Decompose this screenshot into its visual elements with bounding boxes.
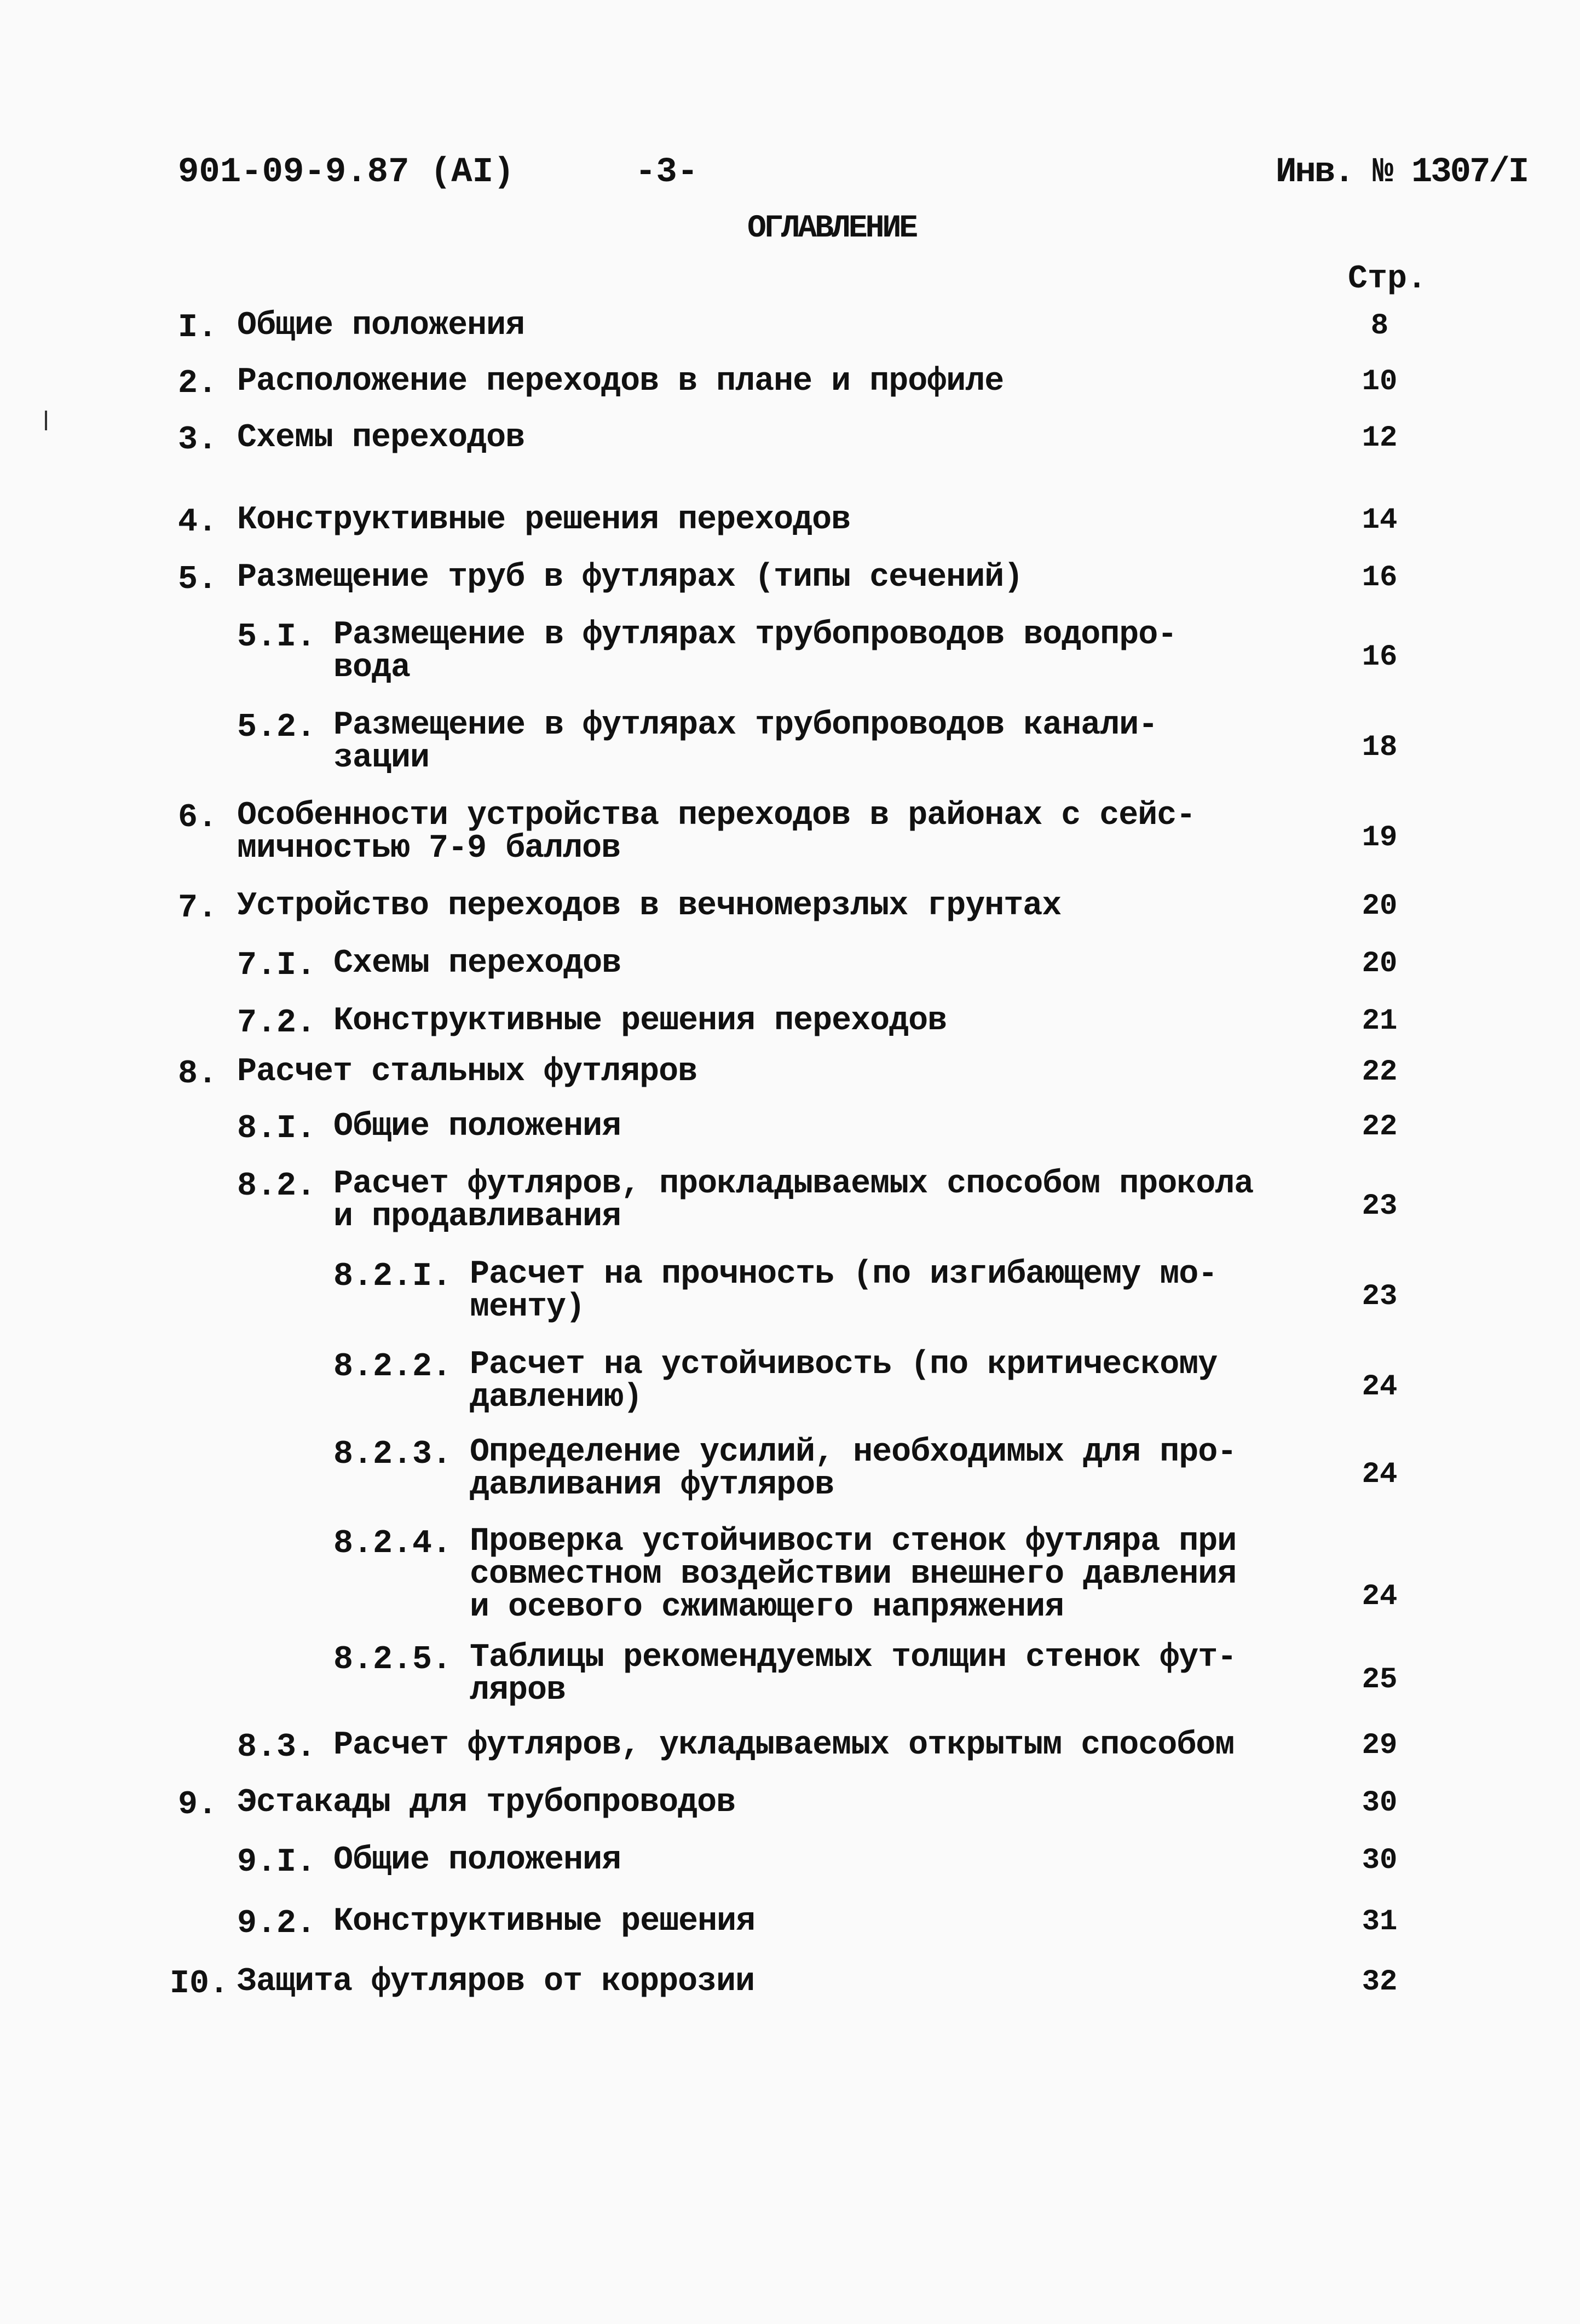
toc-entry-title: Размещение в футлярах трубопроводов водопро- вода <box>333 616 1177 687</box>
toc-entry-title: Схемы переходов <box>237 419 525 457</box>
scan-mark <box>45 411 47 430</box>
toc-entry-number: 6. <box>178 799 218 837</box>
toc-entry-page: 24 <box>1362 1458 1398 1491</box>
toc-entry-page: 22 <box>1362 1110 1398 1144</box>
toc-entry-number: 8. <box>178 1056 218 1093</box>
toc-entry-page: 30 <box>1362 1786 1398 1820</box>
toc-entry-title: Защита футляров от коррозии <box>237 1963 755 2000</box>
toc-entry-page: 21 <box>1362 1005 1398 1038</box>
toc-entry-page: 12 <box>1362 422 1398 455</box>
inventory-number: Инв. № 1307/I <box>1276 153 1528 192</box>
toc-entry-number: 2. <box>178 365 218 402</box>
toc-entry-title: Особенности устройства переходов в районах с сейс- мичностью 7-9 баллов <box>237 797 1196 867</box>
toc-entry-title: Общие положения <box>237 307 525 344</box>
toc-entry-page: 18 <box>1362 731 1398 764</box>
toc-entry-number: 8.3. <box>237 1729 316 1766</box>
toc-entry-page: 24 <box>1362 1580 1398 1613</box>
toc-entry-title: Расчет футляров, прокладываемых способом прокола и продавливания <box>333 1166 1254 1236</box>
toc-entry-title: Общие положения <box>333 1842 621 1879</box>
page-column-label: Стр. <box>1348 261 1427 298</box>
document-code: 901-09-9.87 (AI) <box>178 153 515 192</box>
toc-entry-page: 23 <box>1362 1280 1398 1313</box>
toc-entry-number: I. <box>178 309 218 347</box>
toc-entry-title: Расположение переходов в плане и профиле <box>237 363 1004 400</box>
toc-entry-title: Определение усилий, необходимых для про- давливания футляров <box>470 1434 1237 1504</box>
toc-entry-number: 5.I. <box>237 619 316 656</box>
toc-entry-number: I0. <box>170 1965 229 2003</box>
toc-entry-page: 20 <box>1362 890 1398 923</box>
toc-entry-page: 14 <box>1362 504 1398 537</box>
toc-entry-number: 8.2.4. <box>333 1525 452 1562</box>
toc-entry-title: Общие положения <box>333 1108 621 1145</box>
toc-entry-number: 7. <box>178 890 218 927</box>
toc-entry-title: Размещение в футлярах трубопроводов канали- зации <box>333 707 1158 777</box>
toc-entry-number: 7.I. <box>237 947 316 984</box>
toc-entry-number: 9. <box>178 1786 218 1824</box>
toc-entry-page: 32 <box>1362 1965 1398 1999</box>
toc-entry-title: Расчет стальных футляров <box>237 1053 697 1091</box>
toc-entry-page: 30 <box>1362 1844 1398 1877</box>
toc-entry-number: 8.2.I. <box>333 1258 452 1295</box>
toc-entry-number: 5. <box>178 561 218 598</box>
toc-entry-number: 8.2.5. <box>333 1641 452 1679</box>
toc-entry-title: Конструктивные решения <box>333 1903 756 1940</box>
toc-entry-number: 4. <box>178 504 218 541</box>
toc-entry-page: 16 <box>1362 641 1398 674</box>
toc-entry-title: Конструктивные решения переходов <box>333 1002 947 1040</box>
toc-entry-title: Таблицы рекомендуемых толщин стенок фут- ляров <box>470 1639 1237 1709</box>
toc-entry-title: Схемы переходов <box>333 945 621 982</box>
toc-entry-number: 3. <box>178 422 218 459</box>
toc-entry-number: 9.I. <box>237 1844 316 1881</box>
toc-entry-page: 31 <box>1362 1905 1398 1939</box>
toc-entry-title: Расчет на прочность (по изгибающему мо- менту) <box>470 1256 1218 1326</box>
toc-entry-page: 10 <box>1362 365 1398 399</box>
toc-entry-title: Эстакады для трубопроводов <box>237 1784 736 1821</box>
toc-entry-title: Конструктивные решения переходов <box>237 501 851 539</box>
toc-entry-page: 16 <box>1362 561 1398 595</box>
toc-entry-page: 24 <box>1362 1370 1398 1404</box>
toc-entry-page: 23 <box>1362 1190 1398 1223</box>
toc-entry-page: 22 <box>1362 1056 1398 1089</box>
page-number: -3- <box>635 153 699 192</box>
toc-entry-title: Проверка устойчивости стенок футляра при совместном воздействии внешнего давления и осевого сжимающего напряжения <box>470 1523 1237 1626</box>
toc-entry-title: Устройство переходов в вечномерзлых грунтах <box>237 887 1062 925</box>
toc-entry-number: 8.2.3. <box>333 1436 452 1473</box>
toc-entry-page: 29 <box>1362 1729 1398 1762</box>
toc-entry-page: 19 <box>1362 821 1398 855</box>
toc-entry-page: 20 <box>1362 947 1398 981</box>
toc-entry-number: 8.2.2. <box>333 1348 452 1386</box>
toc-entry-page: 25 <box>1362 1663 1398 1697</box>
toc-entry-number: 8.I. <box>237 1110 316 1147</box>
page-title: ОГЛАВЛЕНИЕ <box>747 211 916 246</box>
toc-entry-number: 8.2. <box>237 1168 316 1205</box>
toc-entry-title: Размещение труб в футлярах (типы сечений) <box>237 559 1023 596</box>
toc-entry-page: 8 <box>1370 309 1389 343</box>
toc-entry-number: 5.2. <box>237 709 316 746</box>
toc-entry-number: 7.2. <box>237 1005 316 1042</box>
toc-entry-title: Расчет футляров, укладываемых открытым способом <box>333 1727 1235 1764</box>
toc-entry-title: Расчет на устойчивость (по критическому давлению) <box>470 1346 1218 1416</box>
toc-entry-number: 9.2. <box>237 1905 316 1942</box>
